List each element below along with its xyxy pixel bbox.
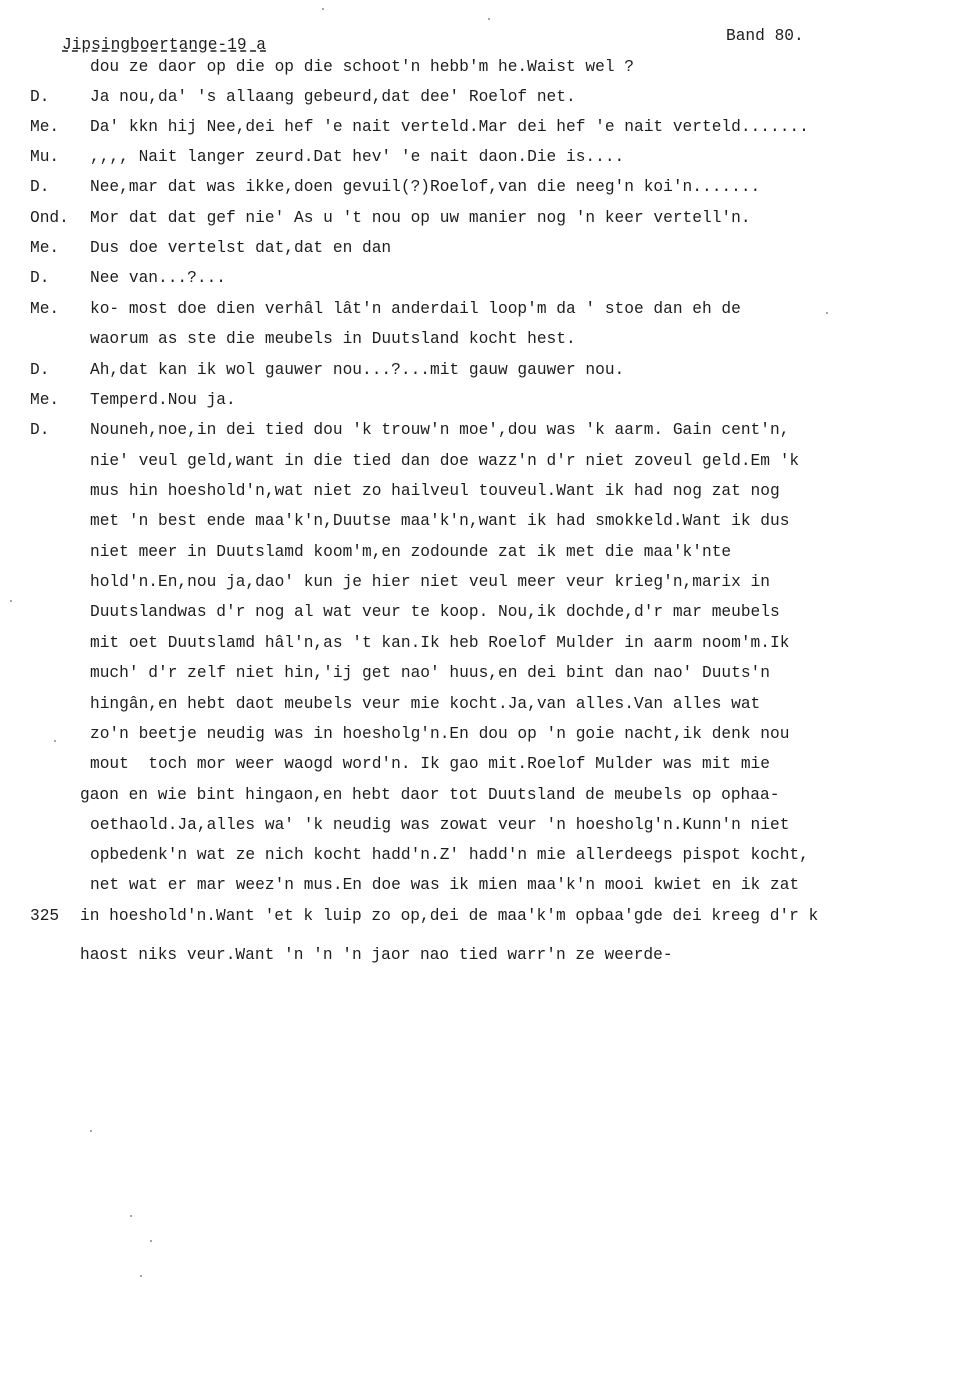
utterance-text: oethaold.Ja,alles wa' 'k neudig was zowat veur 'n hoesholg'n.Kunn'n niet (90, 816, 790, 834)
speck (90, 1130, 92, 1132)
utterance-text: Ja nou,da' 's allaang gebeurd,dat dee' Roelof net. (90, 88, 576, 106)
speck (488, 18, 490, 20)
utterance-text: Nee van...?... (90, 269, 226, 287)
utterance-text: dou ze daor op die op die schoot'n hebb'm he.Waist wel ? (90, 58, 634, 76)
utterance-text: zo'n beetje neudig was in hoesholg'n.En dou op 'n goie nacht,ik denk nou (90, 725, 790, 743)
speaker-label: D. (30, 269, 50, 287)
utterance-text: Nouneh,noe,in dei tied dou 'k trouw'n moe',dou was 'k aarm. Gain cent'n, (90, 421, 790, 439)
utterance-text: Duutslandwas d'r nog al wat veur te koop. Nou,ik dochde,d'r mar meubels (90, 603, 780, 621)
speck (130, 1215, 132, 1217)
band-number: Band 80. (726, 27, 804, 45)
utterance-text: hold'n.En,nou ja,dao' kun je hier niet veul meer veur krieg'n,marix in (90, 573, 770, 591)
speaker-label: D. (30, 88, 50, 106)
utterance-text: opbedenk'n wat ze nich kocht hadd'n.Z' hadd'n mie allerdeegs pispot kocht, (90, 846, 809, 864)
utterance-text: nie' veul geld,want in die tied dan doe wazz'n d'r niet zoveul geld.Em 'k (90, 452, 800, 470)
utterance-text: mus hin hoeshold'n,wat niet zo hailveul touveul.Want ik had nog zat nog (90, 482, 780, 500)
speaker-label: Me. (30, 239, 60, 257)
utterance-text: ko- most doe dien verhâl lât'n anderdail loop'm da ' stoe dan eh de (90, 300, 741, 318)
speaker-label: Me. (30, 391, 60, 409)
utterance-text: niet meer in Duutslamd koom'm,en zodounde zat ik met die maa'k'nte (90, 543, 732, 561)
speaker-label: Mu. (30, 148, 60, 166)
utterance-text: Da' kkn hij Nee,dei hef 'e nait verteld.Mar dei hef 'e nait verteld....... (90, 118, 809, 136)
utterance-text: ,,,, Nait langer zeurd.Dat hev' 'e nait daon.Die is.... (90, 148, 625, 166)
utterance-text: net wat er mar weez'n mus.En doe was ik mien maa'k'n mooi kwiet en ik zat (90, 876, 800, 894)
speaker-label: D. (30, 361, 50, 379)
speck (54, 740, 56, 742)
speck (10, 600, 12, 602)
utterance-text: haost niks veur.Want 'n 'n 'n jaor nao tied warr'n ze weerde- (80, 946, 673, 964)
utterance-text: met 'n best ende maa'k'n,Duutse maa'k'n,want ik had smokkeld.Want ik dus (90, 512, 790, 530)
speaker-label: Me. (30, 300, 60, 318)
speck (322, 8, 324, 10)
utterance-text: much' d'r zelf niet hin,'ij get nao' huus,en dei bint dan nao' Duuts'n (90, 664, 770, 682)
document-title: Jipsingboertange-19 a (62, 36, 266, 54)
speck (826, 312, 828, 314)
utterance-text: Ah,dat kan ik wol gauwer nou...?...mit gauw gauwer nou. (90, 361, 625, 379)
utterance-text: mit oet Duutslamd hâl'n,as 't kan.Ik heb Roelof Mulder in aarm noom'm.Ik (90, 634, 790, 652)
utterance-text: Mor dat dat gef nie' As u 't nou op uw manier nog 'n keer vertell'n. (90, 209, 751, 227)
utterance-text: Temperd.Nou ja. (90, 391, 236, 409)
speaker-label: D. (30, 178, 50, 196)
utterance-text: waorum as ste die meubels in Duutsland kocht hest. (90, 330, 576, 348)
speck (140, 1275, 142, 1277)
utterance-text: mout toch mor weer waogd word'n. Ik gao mit.Roelof Mulder was mit mie (90, 755, 770, 773)
utterance-text: Dus doe vertelst dat,dat en dan (90, 239, 392, 257)
speck (150, 1240, 152, 1242)
utterance-text: hingân,en hebt daot meubels veur mie kocht.Ja,van alles.Van alles wat (90, 695, 761, 713)
speaker-label: Me. (30, 118, 60, 136)
utterance-text: gaon en wie bint hingaon,en hebt daor tot Duutsland de meubels op ophaa- (80, 786, 780, 804)
utterance-text: Nee,mar dat was ikke,doen gevuil(?)Roelof,van die neeg'n koi'n....... (90, 178, 761, 196)
speaker-label: Ond. (30, 209, 69, 227)
speaker-label: D. (30, 421, 50, 439)
utterance-text: in hoeshold'n.Want 'et k luip zo op,dei de maa'k'm opbaa'gde dei kreeg d'r k (80, 907, 819, 925)
line-number: 325 (30, 907, 60, 925)
